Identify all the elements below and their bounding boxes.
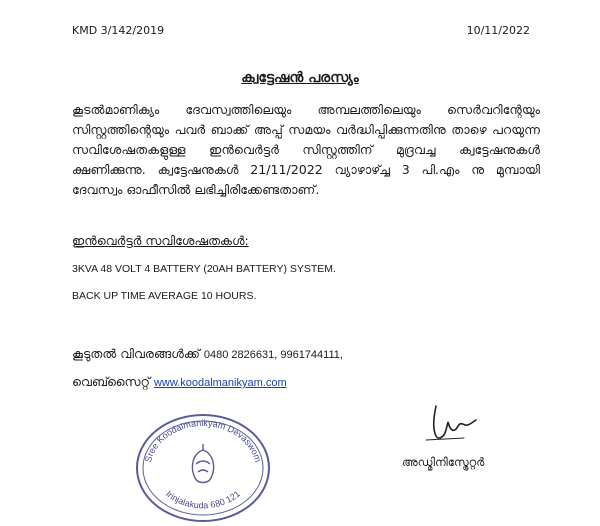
- seal-bottom-text: Irinjalakuda 680 121: [164, 488, 242, 511]
- devaswom-seal: [132, 408, 274, 524]
- spec-line-capacity: 3KVA 48 VOLT 4 BATTERY (20AH BATTERY) SYSTEM.: [72, 263, 336, 275]
- website-link[interactable]: www.koodalmanikyam.com: [153, 377, 287, 389]
- website-label: വെബ്സൈറ്റ്: [72, 374, 150, 389]
- specifications-heading: ഇൻവെർട്ടർ സവിശേഷതകൾ:: [72, 233, 249, 248]
- reference-number: KMD 3/142/2019: [72, 24, 165, 37]
- contact-info: [72, 346, 343, 362]
- signature-mark: [418, 400, 488, 448]
- notice-body: കൂടൽമാണിക്യം ദേവസ്വത്തിലെയും അമ്പലത്തിലെയും സെർവറിന്റേയും സിസ്റ്റത്തിന്റെയും പവർ ബാക്ക് അപ്പ് സമയം വർദ്ധിപ്പിക്കുന്നതിനു താഴെ പറയുന്ന സവിശേഷതകളുള്ള ഇൻവെർട്ടർ സിസ്റ്റത്തിന് മുദ്രവച്ച ക്വട്ടേഷനുകൾ ക്ഷണിക്കുന്നു. ക്വട്ടേഷനുകൾ 21/11/2022 വ്യാഴാഴ്ച്ച 3 പി.എം നു മുമ്പായി ദേവസ്വം ഓഫീസിൽ ലഭിച്ചിരിക്കേണ്ടതാണ്.: [72, 102, 540, 197]
- seal-emblem-icon: [192, 444, 213, 483]
- contact-label: കൂടുതൽ വിവരങ്ങൾക്ക്: [72, 346, 200, 361]
- notice-title: ക്വട്ടേഷൻ പരസ്യം: [241, 70, 359, 86]
- website-info: [72, 374, 287, 390]
- contact-phones: 0480 2826631, 9961744111,: [203, 349, 343, 361]
- seal-top-text: Sree Koodalmanikyam Devaswom: [142, 417, 264, 464]
- spec-line-backup: BACK UP TIME AVERAGE 10 HOURS.: [72, 290, 257, 302]
- signatory-title: അഡ്മിനിസ്ട്രേറ്റർ: [402, 455, 485, 469]
- document-date: 10/11/2022: [466, 24, 530, 37]
